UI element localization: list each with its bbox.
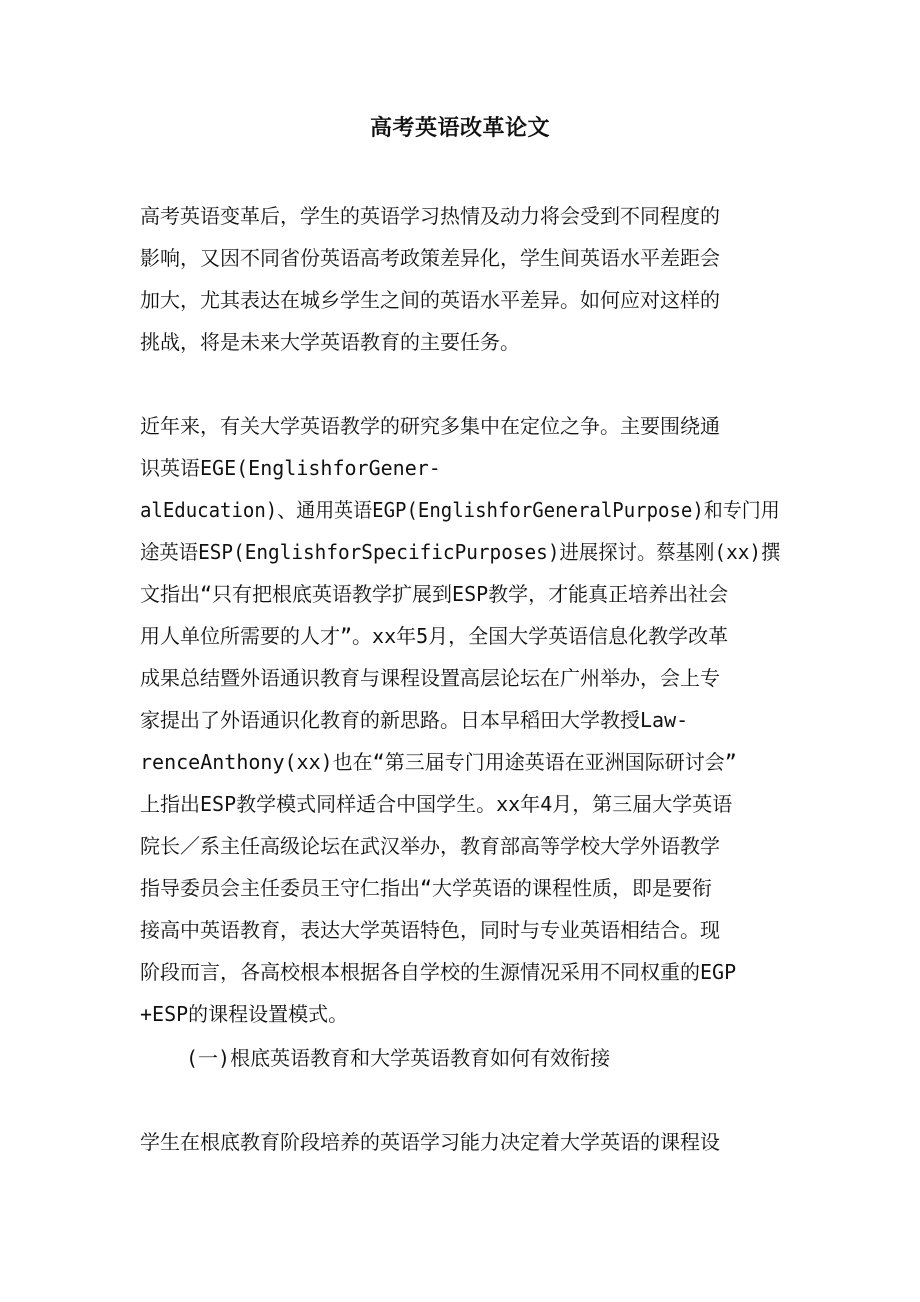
paragraph-line: 影响，又因不同省份英语高考政策差异化，学生间英语水平差距会 <box>140 246 720 270</box>
paragraph-line: 挑战，将是未来大学英语教育的主要任务。 <box>140 330 520 354</box>
paragraph-line: renceAnthony(xx)也在“第三届专门用途英语在亚洲国际研讨会” <box>140 750 737 774</box>
paragraph-line: 家提出了外语通识化教育的新思路。日本早稻田大学教授Law- <box>140 708 689 732</box>
paragraph-line: 接高中英语教育，表达大学英语特色，同时与专业英语相结合。现 <box>140 918 720 942</box>
paragraph-line: 识英语EGE(EnglishforGener- <box>140 456 441 480</box>
paragraph-line: 途英语ESP(EnglishforSpecificPurposes)进展探讨。蔡基刚(xx)撰 <box>140 540 781 564</box>
paragraph-line: 院长／系主任高级论坛在武汉举办，教育部高等学校大学外语教学 <box>140 834 720 858</box>
paragraph-line: 近年来，有关大学英语教学的研究多集中在定位之争。主要围绕通 <box>140 414 720 438</box>
paragraph-line: 阶段而言，各高校根本根据各自学校的生源情况采用不同权重的EGP <box>140 960 737 984</box>
paragraph-line: 用人单位所需要的人才”。xx年5月，全国大学英语信息化教学改革 <box>140 624 729 648</box>
paragraph-line: 学生在根底教育阶段培养的英语学习能力决定着大学英语的课程设 <box>140 1130 720 1154</box>
section-heading: (一)根底英语教育和大学英语教育如何有效衔接 <box>186 1046 611 1070</box>
paragraph-line: 加大，尤其表达在城乡学生之间的英语水平差异。如何应对这样的 <box>140 288 720 312</box>
paragraph-line: 文指出“只有把根底英语教学扩展到ESP教学，才能真正培养出社会 <box>140 582 729 606</box>
paragraph-line: alEducation)、通用英语EGP(EnglishforGeneralPurpose)和专门用 <box>140 498 780 522</box>
paragraph-line: 高考英语变革后，学生的英语学习热情及动力将会受到不同程度的 <box>140 204 720 228</box>
paragraph-line: 指导委员会主任委员王守仁指出“大学英语的课程性质，即是要衔 <box>140 876 713 900</box>
document-title: 高考英语改革论文 <box>369 115 550 141</box>
paragraph-line: 上指出ESP教学模式同样适合中国学生。xx年4月，第三届大学英语 <box>140 792 733 816</box>
paragraph-line: 成果总结暨外语通识教育与课程设置高层论坛在广州举办，会上专 <box>140 666 720 690</box>
paragraph-line: +ESP的课程设置模式。 <box>140 1002 349 1026</box>
